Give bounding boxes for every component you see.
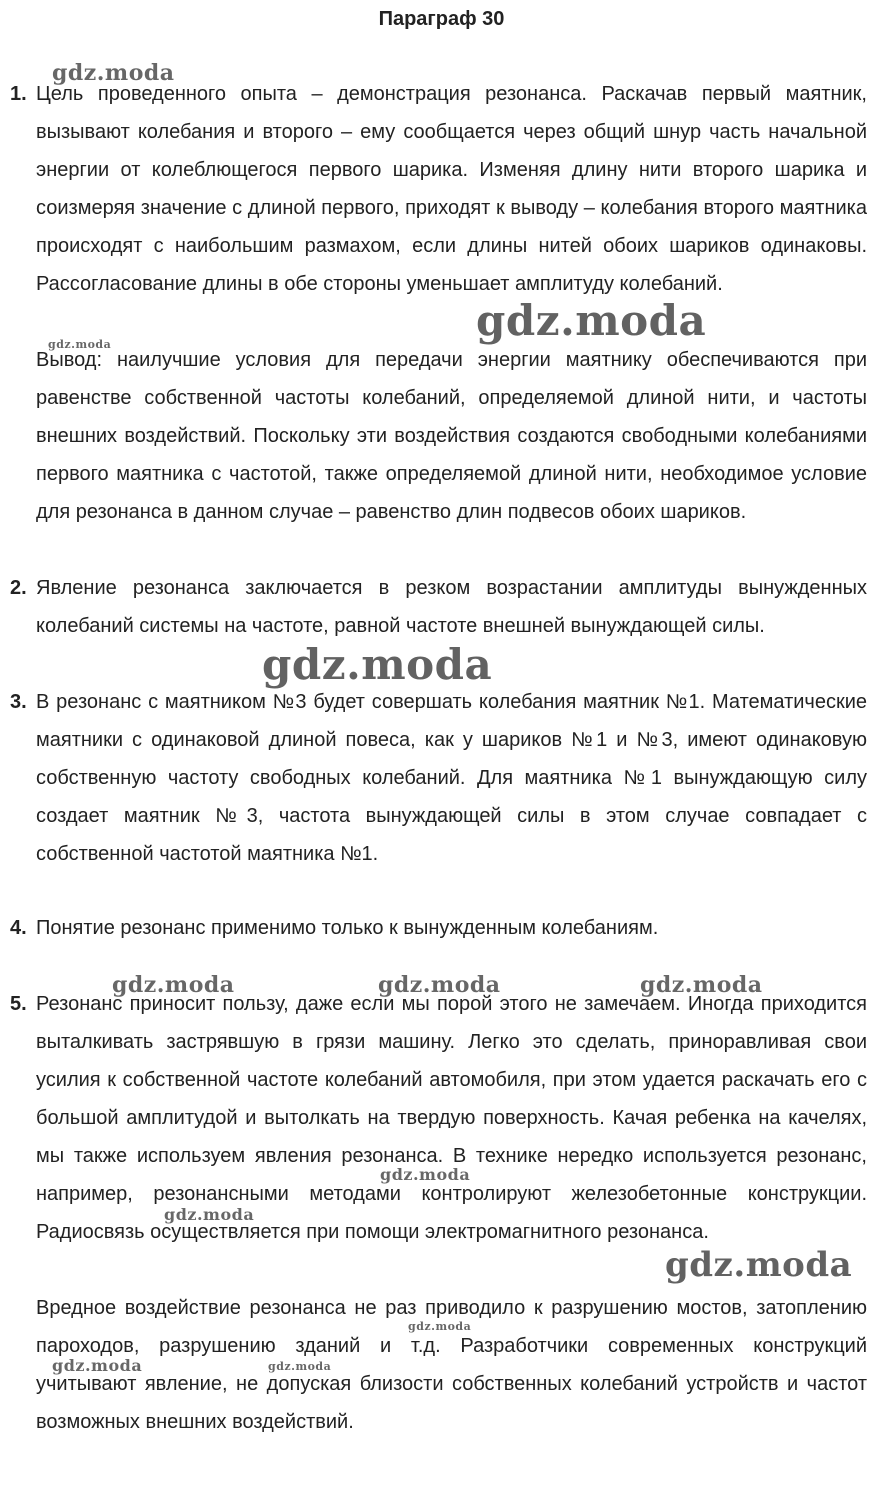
watermark-logo: gdz.moda [408, 1320, 472, 1333]
watermark-logo: gdz.moda [476, 296, 707, 345]
item-4-number: 4. [10, 917, 27, 939]
watermark-logo: gdz.moda [268, 1360, 332, 1373]
watermark-logo: gdz.moda [52, 1356, 143, 1375]
watermark-logo: gdz.moda [640, 972, 763, 998]
item-2-number: 2. [10, 577, 27, 599]
item-1-paragraph-2: Вывод: наилучшие условия для передачи энергии маятнику обеспечиваются при равенстве собственной частоты колебаний, определяемой длиной нити, и частоты внешних воздействий. Поскольку эти воздействия создаются свободными колебаниями первого маятника с частотой, также определяемой длиной нити, необходимое условие для резонанса в данном случае – равенство длин подвесов обоих шариков. [36, 349, 867, 523]
item-5-number: 5. [10, 993, 27, 1015]
item-5-paragraph-2: Вредное воздействие резонанса не раз приводило к разрушению мостов, затоплению пароходов, разрушению зданий и т.д. Разработчики современных конструкций учитывают явление, не допуская близости собственных колебаний устройств и частот возможных внешних воздействий. [36, 1297, 867, 1433]
watermark-logo: gdz.moda [164, 1205, 255, 1224]
item-3-paragraph: В резонанс с маятником №3 будет совершать колебания маятник №1. Математические маятники с одинаковой длиной повеса, как у шариков №1 и №3, имеют одинаковую собственную частоту свободных колебаний. Для маятника №1 вынуждающую силу создает маятник №3, частота вынуждающей силы в этом случае совпадает с собственной частотой маятника №1. [36, 691, 867, 865]
watermark-logo: gdz.moda [378, 972, 501, 998]
watermark-logo: gdz.moda [48, 338, 112, 351]
watermark-logo: gdz.moda [262, 640, 493, 689]
watermark-logo: gdz.moda [665, 1245, 853, 1285]
page-title: Параграф 30 [378, 8, 505, 30]
item-2-paragraph: Явление резонанса заключается в резком возрастании амплитуды вынужденных колебаний системы на частоте, равной частоте внешней вынуждающей силы. [36, 577, 867, 637]
item-1-number: 1. [10, 83, 27, 105]
item-4-paragraph: Понятие резонанс применимо только к вынужденным колебаниям. [36, 917, 659, 939]
item-5-paragraph-1: Резонанс приносит пользу, даже если мы порой этого не замечаем. Иногда приходится выталкивать застрявшую в грязи машину. Легко это сделать, приноравливая свои усилия к собственной частоте колебаний автомобиля, при этом удается раскачать его с большой амплитудой и вытолкать на твердую поверхность. Качая ребенка на качелях, мы также используем явления резонанса. В технике нередко используется резонанс, например, резонансными методами контролируют железобетонные конструкции. Радиосвязь осуществляется при помощи электромагнитного резонанса. [36, 993, 867, 1243]
watermark-logo: gdz.moda [112, 972, 235, 998]
item-3-number: 3. [10, 691, 27, 713]
watermark-logo: gdz.moda [52, 60, 175, 86]
item-1-paragraph-1: Цель проведенного опыта – демонстрация резонанса. Раскачав первый маятник, вызывают колебания и второго – ему сообщается через общий шнур часть начальной энергии от колеблющегося первого шарика. Изменяя длину нити второго шарика и соизмеряя значение с длиной первого, приходят к выводу – колебания второго маятника происходят с наибольшим размахом, если длины нитей обоих шариков одинаковы. Рассогласование длины в обе стороны уменьшает амплитуду колебаний. [36, 83, 867, 295]
watermark-logo: gdz.moda [380, 1165, 471, 1184]
